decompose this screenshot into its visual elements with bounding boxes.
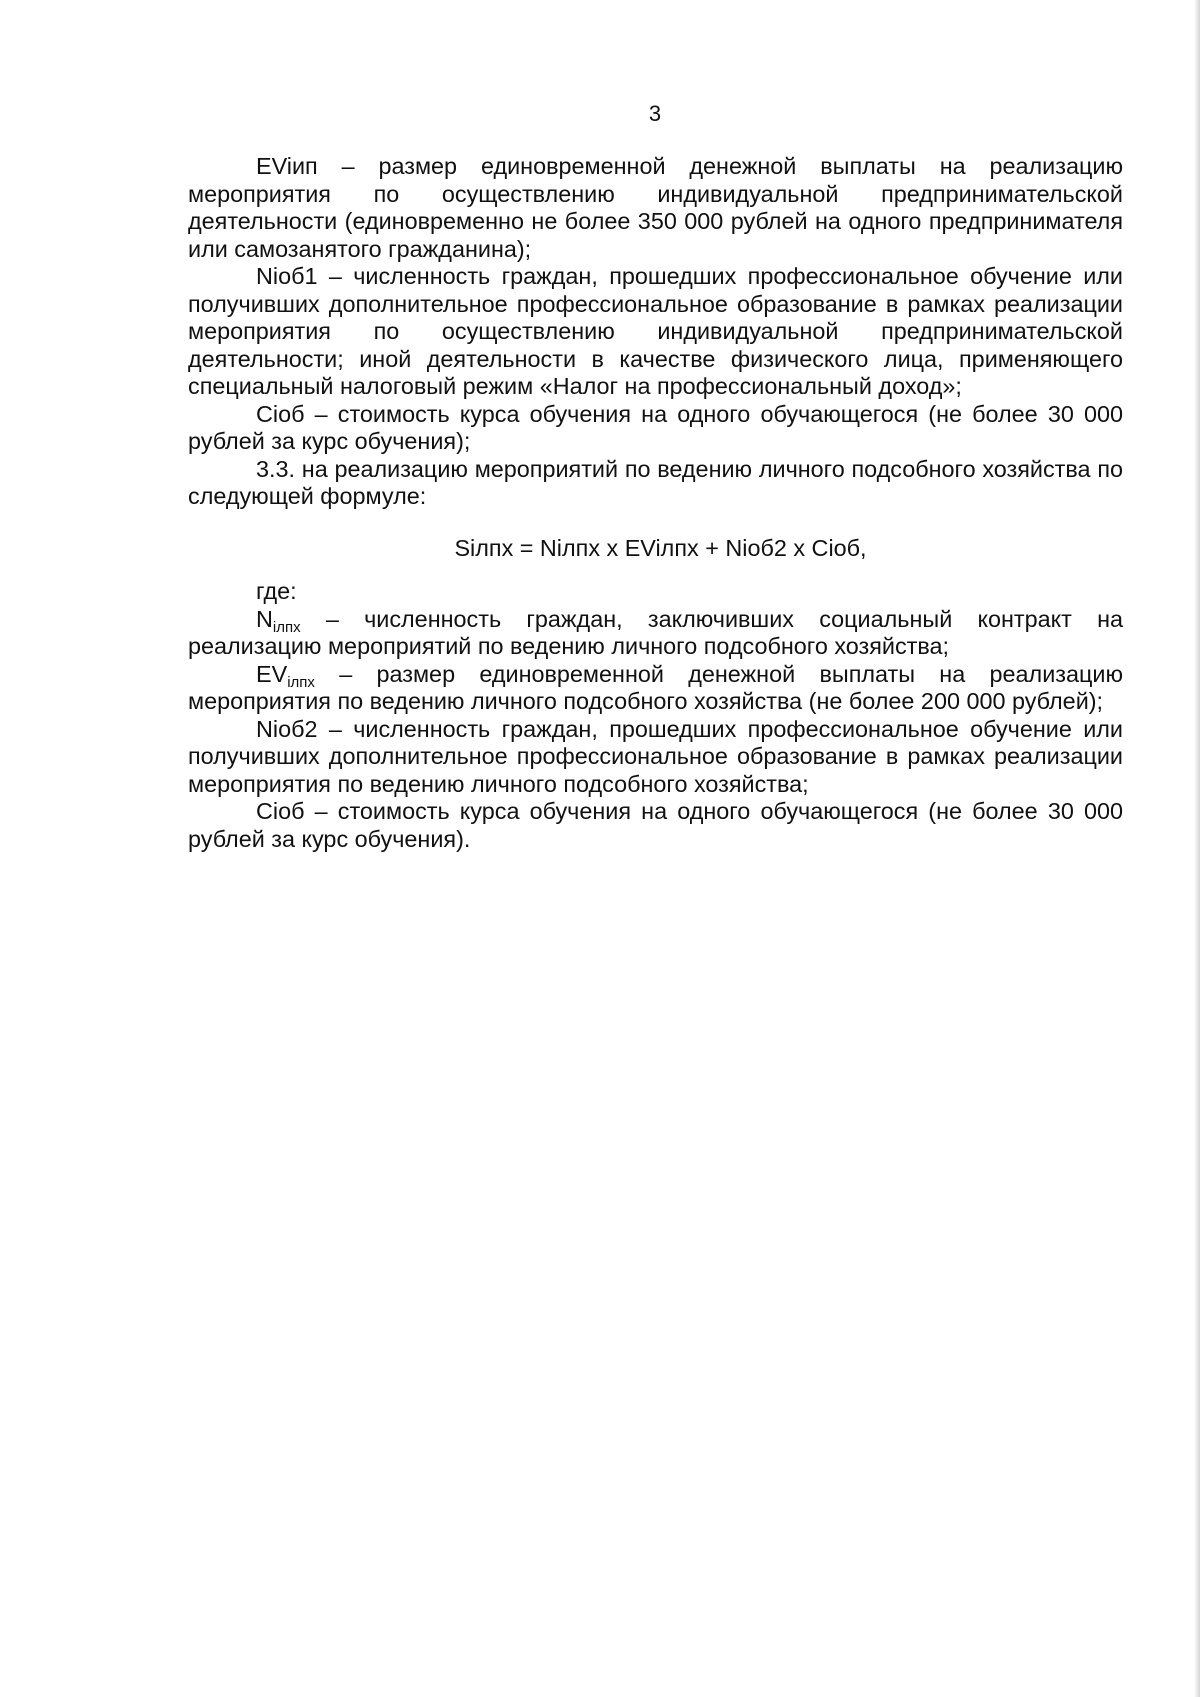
paragraph-ciob-1: Ciоб – стоимость курса обучения на одного обучающегося (не более 30 000 рублей за курс обучения); bbox=[188, 400, 1123, 454]
formula: Siлпх = Niлпх x EViлпх + Niоб2 x Ciоб, bbox=[454, 534, 867, 561]
paragraph-niob1: Niоб1 – численность граждан, прошедших профессиональное обучение или получивших дополнительное профессиональное образование в рамках реализации мероприятия по осуществлению индивидуальной предпринимательской деятельности; иной деятельности в качестве физического лица, применяющего специальный налоговый режим «Налог на профессиональный доход»; bbox=[188, 263, 1123, 399]
document-body bbox=[188, 153, 1123, 853]
symbol-ev: EV bbox=[256, 660, 288, 687]
symbol-ev-subscript: iлпх bbox=[287, 673, 315, 691]
paragraph-ev-ip: EViип – размер единовременной денежной выплаты на реализацию мероприятия по осуществлению индивидуальной предпринимательской деятельности (единовременно не более 350 000 рублей на одного предпринимателя или самозанятого гражданина); bbox=[188, 153, 1123, 262]
definition-n-lph: – численность граждан, заключивших социальный контракт на реализацию мероприятий по ведению личного подсобного хозяйства; bbox=[188, 605, 1123, 659]
page-number: 3 bbox=[648, 101, 662, 126]
definition-ev-lph: – размер единовременной денежной выплаты на реализацию мероприятия по ведению личного подсобного хозяйства (не более 200 000 рублей); bbox=[188, 660, 1123, 714]
paragraph-ciob-2: Ciоб – стоимость курса обучения на одного обучающегося (не более 30 000 рублей за курс обучения). bbox=[188, 798, 1123, 852]
paragraph-ev-lph bbox=[188, 661, 1123, 716]
paragraph-item-3-3: 3.3. на реализацию мероприятий по ведению личного подсобного хозяйства по следующей формуле: bbox=[188, 455, 1123, 509]
paragraph-where: где: bbox=[256, 578, 297, 604]
paragraph-niob2: Niоб2 – численность граждан, прошедших профессиональное обучение или получивших дополнительное профессиональное образование в рамках реализации мероприятия по ведению личного подсобного хозяйства; bbox=[188, 715, 1123, 797]
symbol-n: N bbox=[256, 605, 273, 632]
symbol-n-subscript: iлпх bbox=[272, 618, 301, 636]
paragraph-n-lph bbox=[188, 606, 1123, 661]
scan-edge-shadow bbox=[1194, 0, 1200, 1697]
